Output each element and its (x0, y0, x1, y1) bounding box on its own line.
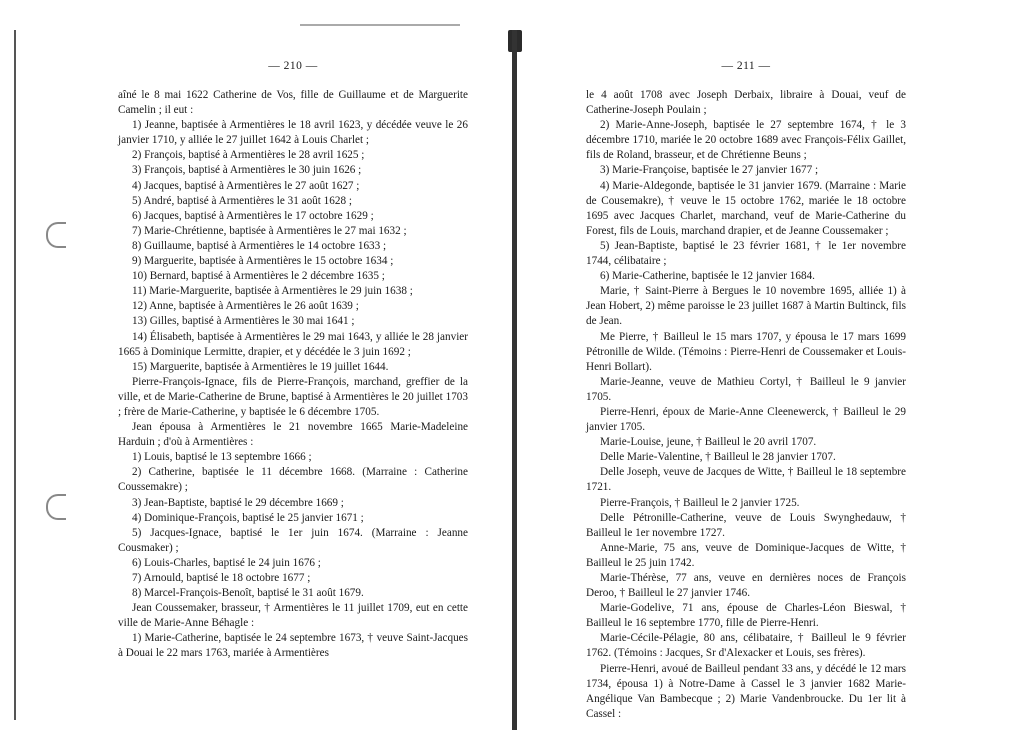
paragraph: Jean Coussemaker, brasseur, † Armentières le 11 juillet 1709, eut en cette ville de Marie-Anne Béhagle : (118, 602, 468, 630)
paragraph: 7) Marie-Chrétienne, baptisée à Armentières le 27 mai 1632 ; (132, 224, 407, 237)
paragraph: Delle Marie-Valentine, † Bailleul le 28 janvier 1707. (600, 451, 836, 464)
paragraph: 3) Jean-Baptiste, baptisé le 29 décembre 1669 ; (132, 496, 344, 509)
left-page-text (118, 88, 468, 662)
paragraph: 1) Jeanne, baptisée à Armentières le 18 avril 1623, y décédée veuve le 26 janvier 1710, y alliée le 27 juillet 1642 à Louis Charlet ; (118, 119, 468, 147)
binding-hole-upper (46, 222, 66, 248)
paragraph: Pierre-Henri, époux de Marie-Anne Cleenewerck, † Bailleul le 29 janvier 1705. (586, 405, 906, 434)
paragraph: 13) Gilles, baptisé à Armentières le 30 mai 1641 ; (132, 315, 355, 328)
paragraph: Delle Pétronille-Catherine, veuve de Louis Swynghedauw, † Bailleul le 1er novembre 1727. (586, 511, 906, 539)
paragraph: Delle Joseph, veuve de Jacques de Witte, † Bailleul le 18 septembre 1721. (586, 466, 906, 494)
paragraph: 15) Marguerite, baptisée à Armentières le 19 juillet 1644. (132, 360, 389, 373)
gutter-line (512, 30, 517, 730)
paragraph: 3) François, baptisé à Armentières le 30 juin 1626 ; (132, 164, 362, 177)
paragraph: Me Pierre, † Bailleul le 15 mars 1707, y épousa le 17 mars 1699 Pétronille de Wilde. (Témoins : Pierre-Henri de Coussemaker et Louis-Henri Bollart). (586, 330, 906, 373)
paragraph: Marie-Louise, jeune, † Bailleul le 20 avril 1707. (600, 436, 817, 449)
paragraph: 2) Catherine, baptisée le 11 décembre 1668. (Marraine : Catherine Coussemakre) ; (118, 466, 468, 494)
paragraph: Marie-Jeanne, veuve de Mathieu Cortyl, † Bailleul le 9 janvier 1705. (586, 375, 906, 403)
paragraph: 4) Marie-Aldegonde, baptisée le 31 janvier 1679. (Marraine : Marie de Cousemakre), † veuve le 15 octobre 1762, mariée le 18 octobre 1695 avec Jacques Charlet, marchand, veuf de Marie-Catherine du Forest, fils de Louis, marchand drapier, et de Jeanne Coussemaker ; (586, 179, 906, 237)
page-number: — 210 — (268, 60, 318, 72)
paragraph: 1) Marie-Catherine, baptisée le 24 septembre 1673, † veuve Saint-Jacques à Douai le 22 mars 1763, mariée à Armentières (118, 632, 468, 660)
paragraph: aîné le 8 mai 1622 Catherine de Vos, fille de Guillaume et de Marguerite Camelin ; il eut : (118, 89, 468, 117)
book-gutter (508, 30, 522, 730)
paragraph: 2) François, baptisé à Armentières le 28 avril 1625 ; (132, 149, 365, 162)
paragraph: Marie-Cécile-Pélagie, 80 ans, célibataire, † Bailleul le 9 février 1762. (Témoins : Jacques, Sr d'Alexacker et Louis, ses frères). (586, 632, 906, 660)
paragraph: 2) Marie-Anne-Joseph, baptisée le 27 septembre 1674, † le 3 décembre 1710, mariée le 20 octobre 1689 avec François-Félix Gaillet, fils de Roland, brasseur, et de Chrétienne Beuns ; (586, 119, 906, 162)
paragraph: 7) Arnould, baptisé le 18 octobre 1677 ; (132, 572, 311, 584)
page-number: — 211 — (721, 60, 771, 72)
paragraph: 6) Jacques, baptisé à Armentières le 17 octobre 1629 ; (132, 209, 374, 222)
paragraph: 14) Élisabeth, baptisée à Armentières le 29 mai 1643, y alliée le 28 janvier 1665 à Dominique Lermitte, drapier, et y décédée le 3 juin 1692 ; (118, 330, 468, 358)
right-page-text (586, 88, 906, 722)
paragraph: 6) Marie-Catherine, baptisée le 12 janvier 1684. (600, 270, 815, 283)
binding-hole-lower (46, 494, 66, 520)
paragraph: 1) Louis, baptisé le 13 septembre 1666 ; (132, 451, 312, 464)
paragraph: Pierre-Henri, avoué de Bailleul pendant 33 ans, y décédé le 12 mars 1734, épousa 1) à Notre-Dame à Cassel le 3 janvier 1682 Marie-Angélique Van Bambecque ; 2) Marie Vandenbroucke. Du 1er lit à Cassel : (586, 662, 906, 720)
paragraph: Marie, † Saint-Pierre à Bergues le 10 novembre 1695, alliée 1) à Jean Hobert, 2) même paroisse le 23 juillet 1687 à Martin Bultinck, fils de Jean. (586, 285, 906, 328)
scan-speckle (300, 24, 460, 26)
paragraph: Pierre-François-Ignace, fils de Pierre-François, marchand, greffier de la ville, et de Marie-Catherine de Brune, baptisé à Armentières le 20 juillet 1703 ; frère de Marie-Catherine, y baptisée le 6 décembre 1705. (118, 375, 468, 418)
paragraph: 6) Louis-Charles, baptisé le 24 juin 1676 ; (132, 556, 321, 569)
paragraph: Marie-Thérèse, 77 ans, veuve en dernières noces de François Deroo, † Bailleul le 27 janvier 1746. (586, 572, 906, 600)
paragraph: 11) Marie-Marguerite, baptisée à Armentières le 29 juin 1638 ; (132, 285, 413, 298)
page-edge-shadow (14, 30, 16, 720)
paragraph: Pierre-François, † Bailleul le 2 janvier 1725. (600, 496, 800, 509)
left-page (118, 60, 468, 662)
paragraph: 4) Jacques, baptisé à Armentières le 27 août 1627 ; (132, 179, 360, 192)
paragraph: Anne-Marie, 75 ans, veuve de Dominique-Jacques de Witte, † Bailleul le 25 juin 1742. (586, 541, 906, 569)
paragraph: Jean épousa à Armentières le 21 novembre 1665 Marie-Madeleine Harduin ; d'où à Armentières : (118, 421, 468, 449)
paragraph: le 4 août 1708 avec Joseph Derbaix, libraire à Douai, veuf de Catherine-Joseph Poulain ; (586, 89, 906, 117)
paragraph: 5) Jacques-Ignace, baptisé le 1er juin 1674. (Marraine : Jeanne Cousmaker) ; (118, 526, 468, 554)
paragraph: 12) Anne, baptisée à Armentières le 26 août 1639 ; (132, 300, 359, 313)
paragraph: Marie-Godelive, 71 ans, épouse de Charles-Léon Bieswal, † Bailleul le 16 septembre 1770, fille de Pierre-Henri. (586, 602, 906, 630)
paragraph: 5) Jean-Baptiste, baptisé le 23 février 1681, † le 1er novembre 1744, célibataire ; (586, 239, 906, 268)
paragraph: 4) Dominique-François, baptisé le 25 janvier 1671 ; (132, 511, 364, 524)
paragraph: 9) Marguerite, baptisée à Armentières le 15 octobre 1634 ; (132, 255, 394, 268)
paragraph: 3) Marie-Françoise, baptisée le 27 janvier 1677 ; (600, 164, 819, 177)
paragraph: 8) Guillaume, baptisé à Armentières le 14 octobre 1633 ; (132, 239, 387, 252)
paragraph: 8) Marcel-François-Benoît, baptisé le 31 août 1679. (132, 587, 364, 600)
paragraph: 5) André, baptisé à Armentières le 31 août 1628 ; (132, 194, 352, 207)
paragraph: 10) Bernard, baptisé à Armentières le 2 décembre 1635 ; (132, 270, 385, 283)
right-page (586, 60, 906, 722)
